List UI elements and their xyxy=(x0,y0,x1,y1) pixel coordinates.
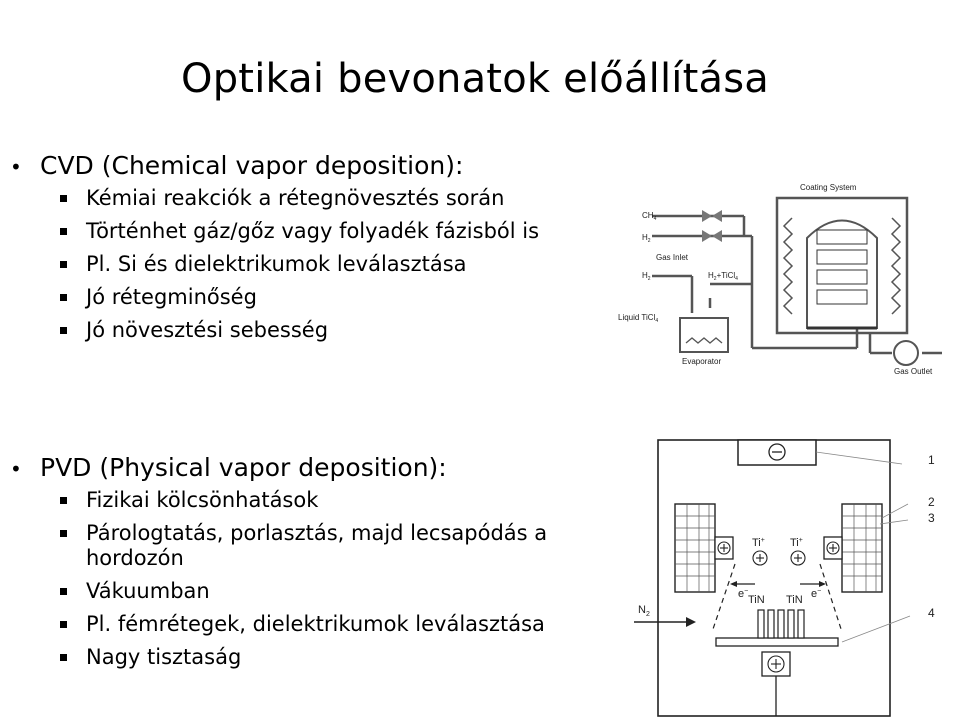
gas-outlet-label: Gas Outlet xyxy=(894,367,933,376)
pvd-diagram xyxy=(630,432,950,720)
list-item: Fizikai kölcsönhatások xyxy=(10,488,586,513)
pvd-heading: • PVD (Physical vapor deposition): xyxy=(10,452,630,484)
pvd-list xyxy=(10,488,630,670)
heater-left xyxy=(784,218,792,314)
cvd-diagram xyxy=(612,178,948,378)
list-item: Jó növesztési sebesség xyxy=(10,318,586,343)
tin-right-label: TiN xyxy=(786,594,803,606)
list-item: Pl. Si és dielektrikumok leválasztása xyxy=(10,252,646,277)
list-item: Pl. fémrétegek, dielektrikumok leválasztása xyxy=(10,612,556,637)
list-item: Nagy tisztaság xyxy=(10,645,586,670)
substrate-holder xyxy=(716,638,838,646)
coating-system-label: Coating System xyxy=(800,183,857,192)
h2-label: $H_2$ xyxy=(642,233,651,244)
label-3: 3 xyxy=(928,511,935,525)
ti-left-label: Ti+ xyxy=(752,537,765,549)
ti-right-label: Ti+ xyxy=(790,537,803,549)
electron-left-label: e− xyxy=(738,588,749,600)
list-item: Kémiai reakciók a rétegnövesztés során xyxy=(10,186,586,211)
liquid-label: Liquid TiCl$_4$ xyxy=(618,313,659,324)
n2-label: $N_2$ xyxy=(638,604,650,618)
mix-label: $H_2+TiCl_4$ xyxy=(708,271,738,282)
n2-arrow-icon xyxy=(686,617,696,627)
evaporator-box xyxy=(680,318,728,352)
label-4: 4 xyxy=(928,606,935,620)
list-item: Vákuumban xyxy=(10,579,586,604)
heater-right xyxy=(892,218,900,314)
evaporator-label: Evaporator xyxy=(682,357,722,366)
cvd-heading: • CVD (Chemical vapor deposition): xyxy=(10,150,630,182)
h2-label-2: $H_2$ xyxy=(642,271,651,282)
ch4-label: $CH_4$ xyxy=(642,211,657,222)
electron-right-label: e− xyxy=(811,588,822,600)
pump-icon xyxy=(894,341,918,365)
cvd-section xyxy=(10,150,630,351)
pvd-section xyxy=(10,452,630,678)
list-item: Párologtatás, porlasztás, majd lecsapódás a hordozón xyxy=(10,521,556,571)
cvd-list xyxy=(10,186,630,343)
page-title: Optikai bevonatok előállítása xyxy=(181,56,769,102)
label-1: 1 xyxy=(928,453,935,467)
list-item: Jó rétegminőség xyxy=(10,285,586,310)
label-2: 2 xyxy=(928,495,935,509)
tin-left-label: TiN xyxy=(748,594,765,606)
list-item: Történhet gáz/gőz vagy folyadék fázisból is xyxy=(10,219,586,244)
gas-inlet-label: Gas Inlet xyxy=(656,253,689,262)
coating-chamber xyxy=(777,198,907,333)
